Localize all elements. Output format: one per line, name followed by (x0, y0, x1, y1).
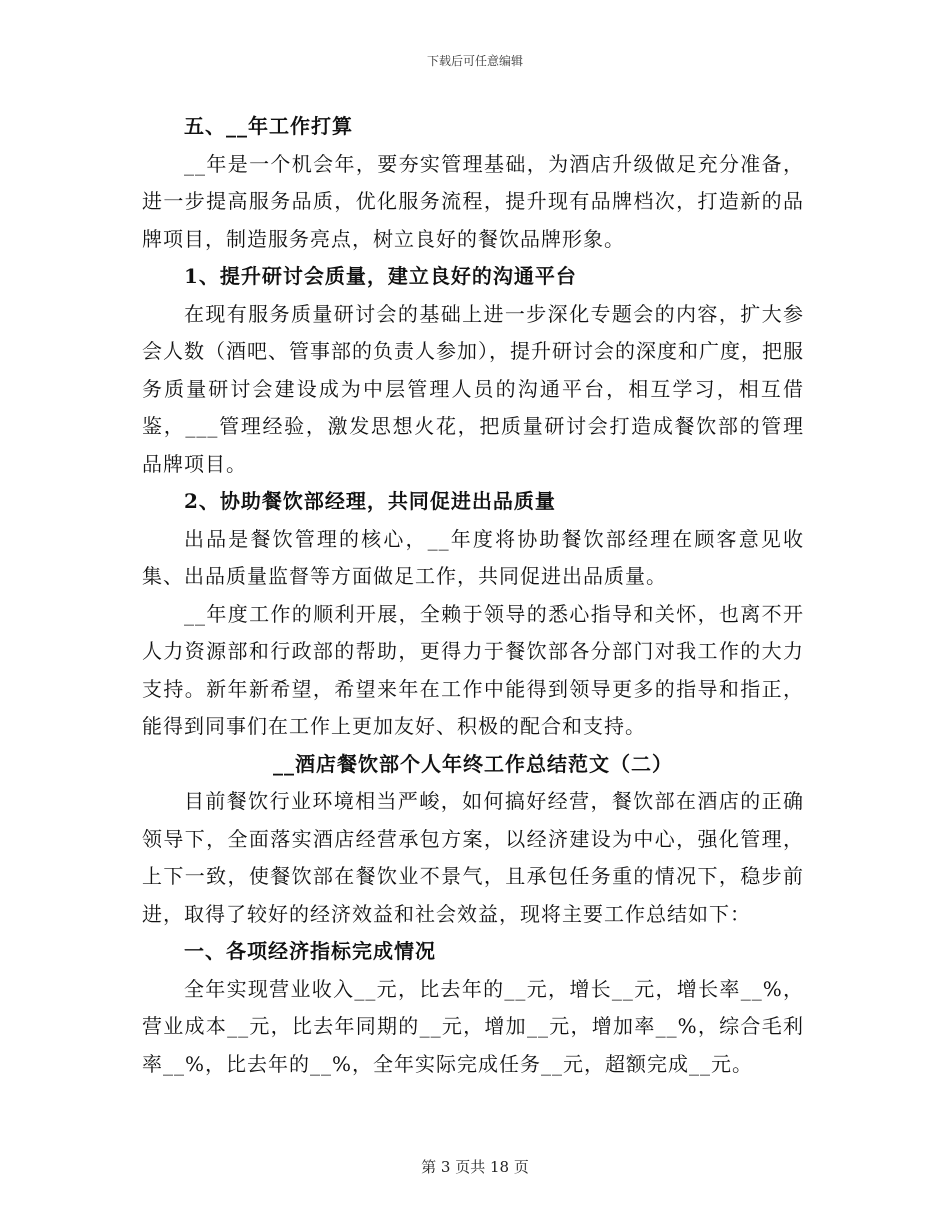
section-heading: 1、提升研讨会质量，建立良好的沟通平台 (184, 264, 577, 288)
section-heading: 一、各项经济指标完成情况 (184, 939, 436, 963)
section-heading: 五、__年工作打算 (184, 114, 353, 138)
document-body (142, 108, 804, 1083)
page-header: 下载后可任意编辑 (426, 54, 523, 68)
body-paragraph: __年度工作的顺利开展，全赖于领导的悉心指导和关怀，也离不开人力资源部和行政部的帮助，更得力于餐饮部各分部门对我工作的大力支持。新年新希望，希望来年在工作中能得到领导更多的指导和指正，能得到同事们在工作上更加友好、积极的配合和支持。 (142, 601, 804, 738)
body-paragraph: 全年实现营业收入__元，比去年的__元，增长__元，增长率__%，营业成本__元，比去年同期的__元，增加__元，增加率__%，综合毛利率__%，比去年的__%，全年实际完成任务__元，超额完成__元。 (142, 976, 804, 1076)
body-paragraph: 目前餐饮行业环境相当严峻，如何搞好经营，餐饮部在酒店的正确领导下，全面落实酒店经营承包方案，以经济建设为中心，强化管理，上下一致，使餐饮部在餐饮业不景气，且承包任务重的情况下，稳步前进，取得了较好的经济效益和社会效益，现将主要工作总结如下： (142, 789, 804, 926)
body-paragraph: __年是一个机会年，要夯实管理基础，为酒店升级做足充分准备，进一步提高服务品质，优化服务流程，提升现有品牌档次，打造新的品牌项目，制造服务亮点，树立良好的餐饮品牌形象。 (142, 151, 804, 251)
body-paragraph: 出品是餐饮管理的核心，__年度将协助餐饮部经理在顾客意见收集、出品质量监督等方面做足工作，共同促进出品质量。 (142, 526, 804, 588)
page-number: 第 3 页共 18 页 (421, 1158, 529, 1176)
document-title: __酒店餐饮部个人年终工作总结范文（二） (273, 751, 673, 776)
section-heading: 2、协助餐饮部经理，共同促进出品质量 (184, 489, 556, 513)
body-paragraph: 在现有服务质量研讨会的基础上进一步深化专题会的内容，扩大参会人数（酒吧、管事部的负责人参加），提升研讨会的深度和广度，把服务质量研讨会建设成为中层管理人员的沟通平台，相互学习，相互借鉴，___管理经验，激发思想火花，把质量研讨会打造成餐饮部的管理品牌项目。 (142, 301, 804, 476)
